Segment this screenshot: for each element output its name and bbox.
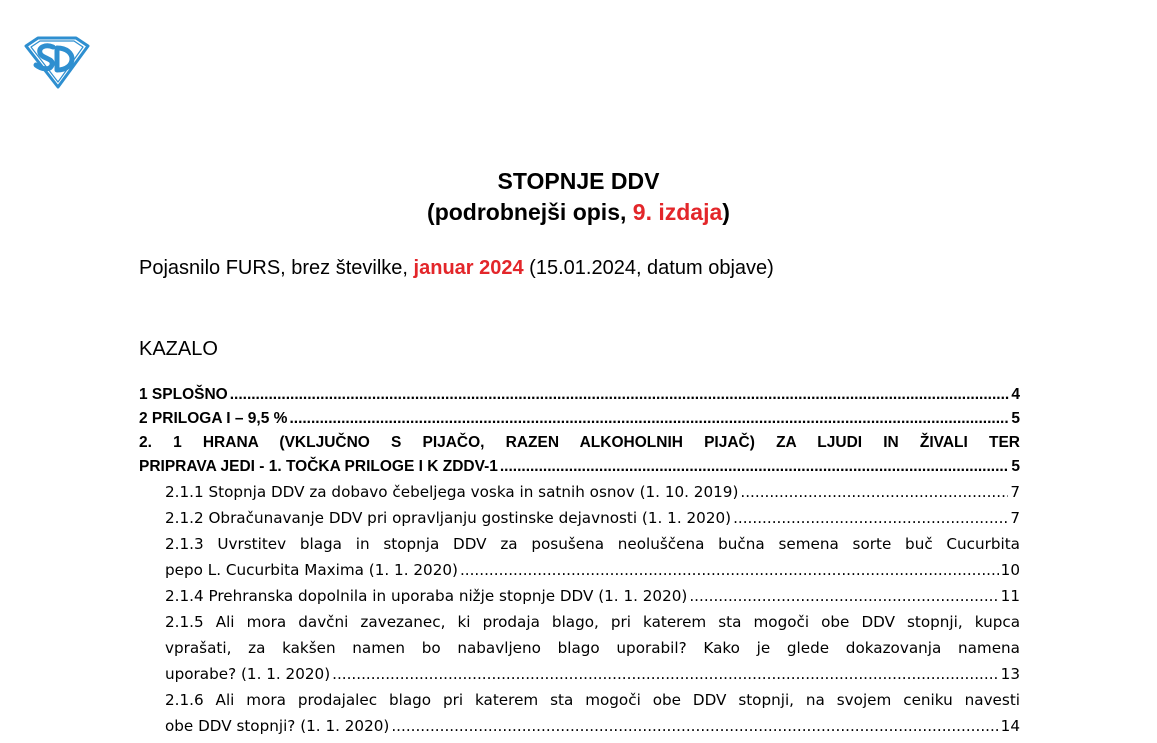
explanation-line: Pojasnilo FURS, brez številke, januar 2024 (15.01.2024, datum objave) <box>139 257 774 279</box>
toc-entry-last-line <box>165 479 1020 505</box>
toc-page-number: 5 <box>1011 410 1020 427</box>
toc-entry-last-line <box>165 713 1020 739</box>
toc-entry-last-line <box>165 583 1020 609</box>
toc-entry-text <box>139 431 1020 479</box>
toc-page-number: 7 <box>1010 509 1020 527</box>
toc-entry-text <box>165 583 1020 609</box>
toc-entry-title: obe DDV stopnji? (1. 1. 2020) <box>165 717 390 735</box>
toc-entry-line: 2.1.5 Ali mora davčni zavezanec, ki prodaja blago, pri katerem sta mogoči obe DDV stopnji, kupca <box>165 613 1020 631</box>
toc-leader-dots <box>733 505 1008 531</box>
toc-entry-title: 2.1.2 Obračunavanje DDV pri opravljanju gostinske dejavnosti (1. 1. 2020) <box>165 509 732 527</box>
toc-entry-last-line <box>165 661 1020 687</box>
toc-entry-title: pepo L. Cucurbita Maxima (1. 1. 2020) <box>165 561 458 579</box>
toc-leader-dots <box>289 407 1009 431</box>
toc-entry-last-line <box>165 505 1020 531</box>
toc-entry-text <box>165 609 1020 687</box>
toc-entry-last-line <box>165 557 1020 583</box>
toc-heading: KAZALO <box>139 338 218 360</box>
date-highlight: januar 2024 <box>413 257 524 279</box>
table-of-contents <box>139 383 1020 739</box>
toc-entry-line: 2.1.3 Uvrstitev blaga in stopnja DDV za posušena neoluščena bučna semena sorte buč Cucurbita <box>165 535 1020 553</box>
toc-entry[interactable] <box>139 479 1020 505</box>
toc-entry-title: 1 SPLOŠNO <box>139 386 228 403</box>
toc-entry-title: uporabe? (1. 1. 2020) <box>165 665 331 683</box>
toc-entry-text <box>165 531 1020 583</box>
toc-entry-line: 2.1.6 Ali mora prodajalec blago pri katerem sta mogoči obe DDV stopnji, na svojem ceniku navesti <box>165 691 1020 709</box>
toc-entry-title: 2.1.4 Prehranska dopolnila in uporaba nižje stopnje DDV (1. 1. 2020) <box>165 587 688 605</box>
toc-entry-text <box>165 505 1020 531</box>
document-title <box>0 166 1157 228</box>
toc-entry[interactable] <box>139 531 1020 583</box>
toc-entry-line: vprašati, za kakšen namen bo nabavljeno blago uporabil? Kako je glede dokazovanja namena <box>165 639 1020 657</box>
toc-entry-title: PRIPRAVA JEDI - 1. TOČKA PRILOGE I K ZDDV-1 <box>139 458 498 475</box>
edition-highlight: 9. izdaja <box>632 199 723 225</box>
toc-leader-dots <box>230 383 1010 407</box>
toc-page-number: 13 <box>1000 665 1020 683</box>
toc-entry-text <box>165 687 1020 739</box>
toc-entry-last-line <box>139 383 1020 407</box>
toc-leader-dots <box>391 713 998 739</box>
toc-entry-last-line <box>139 455 1020 479</box>
toc-page-number: 10 <box>1000 561 1020 579</box>
toc-page-number: 5 <box>1011 458 1020 475</box>
toc-entry-title: 2.1.1 Stopnja DDV za dobavo čebeljega voska in satnih osnov (1. 10. 2019) <box>165 483 739 501</box>
toc-entry-title: 2 PRILOGA I – 9,5 % <box>139 410 288 427</box>
toc-entry-line: 2. 1 HRANA (VKLJUČNO S PIJAČO, RAZEN ALKOHOLNIH PIJAČ) ZA LJUDI IN ŽIVALI TER <box>139 434 1020 451</box>
toc-entry[interactable] <box>139 609 1020 687</box>
toc-page-number: 11 <box>1000 587 1020 605</box>
toc-entry[interactable] <box>139 505 1020 531</box>
title-line-2: (podrobnejši opis, 9. izdaja) <box>427 199 730 225</box>
toc-page-number: 14 <box>1000 717 1020 735</box>
toc-entry[interactable] <box>139 583 1020 609</box>
title-line-1: STOPNJE DDV <box>497 168 660 194</box>
toc-leader-dots <box>460 557 999 583</box>
toc-leader-dots <box>500 455 1010 479</box>
toc-entry[interactable] <box>139 407 1020 431</box>
toc-leader-dots <box>740 479 1008 505</box>
toc-entry[interactable] <box>139 383 1020 407</box>
toc-entry-text <box>139 407 1020 431</box>
toc-leader-dots <box>332 661 999 687</box>
toc-leader-dots <box>689 583 998 609</box>
toc-page-number: 4 <box>1011 386 1020 403</box>
toc-entry-last-line <box>139 407 1020 431</box>
toc-entry-text <box>139 383 1020 407</box>
toc-entry-text <box>165 479 1020 505</box>
toc-page-number: 7 <box>1010 483 1020 501</box>
toc-entry[interactable] <box>139 431 1020 479</box>
toc-entry[interactable] <box>139 687 1020 739</box>
sd-logo-icon <box>22 34 92 90</box>
